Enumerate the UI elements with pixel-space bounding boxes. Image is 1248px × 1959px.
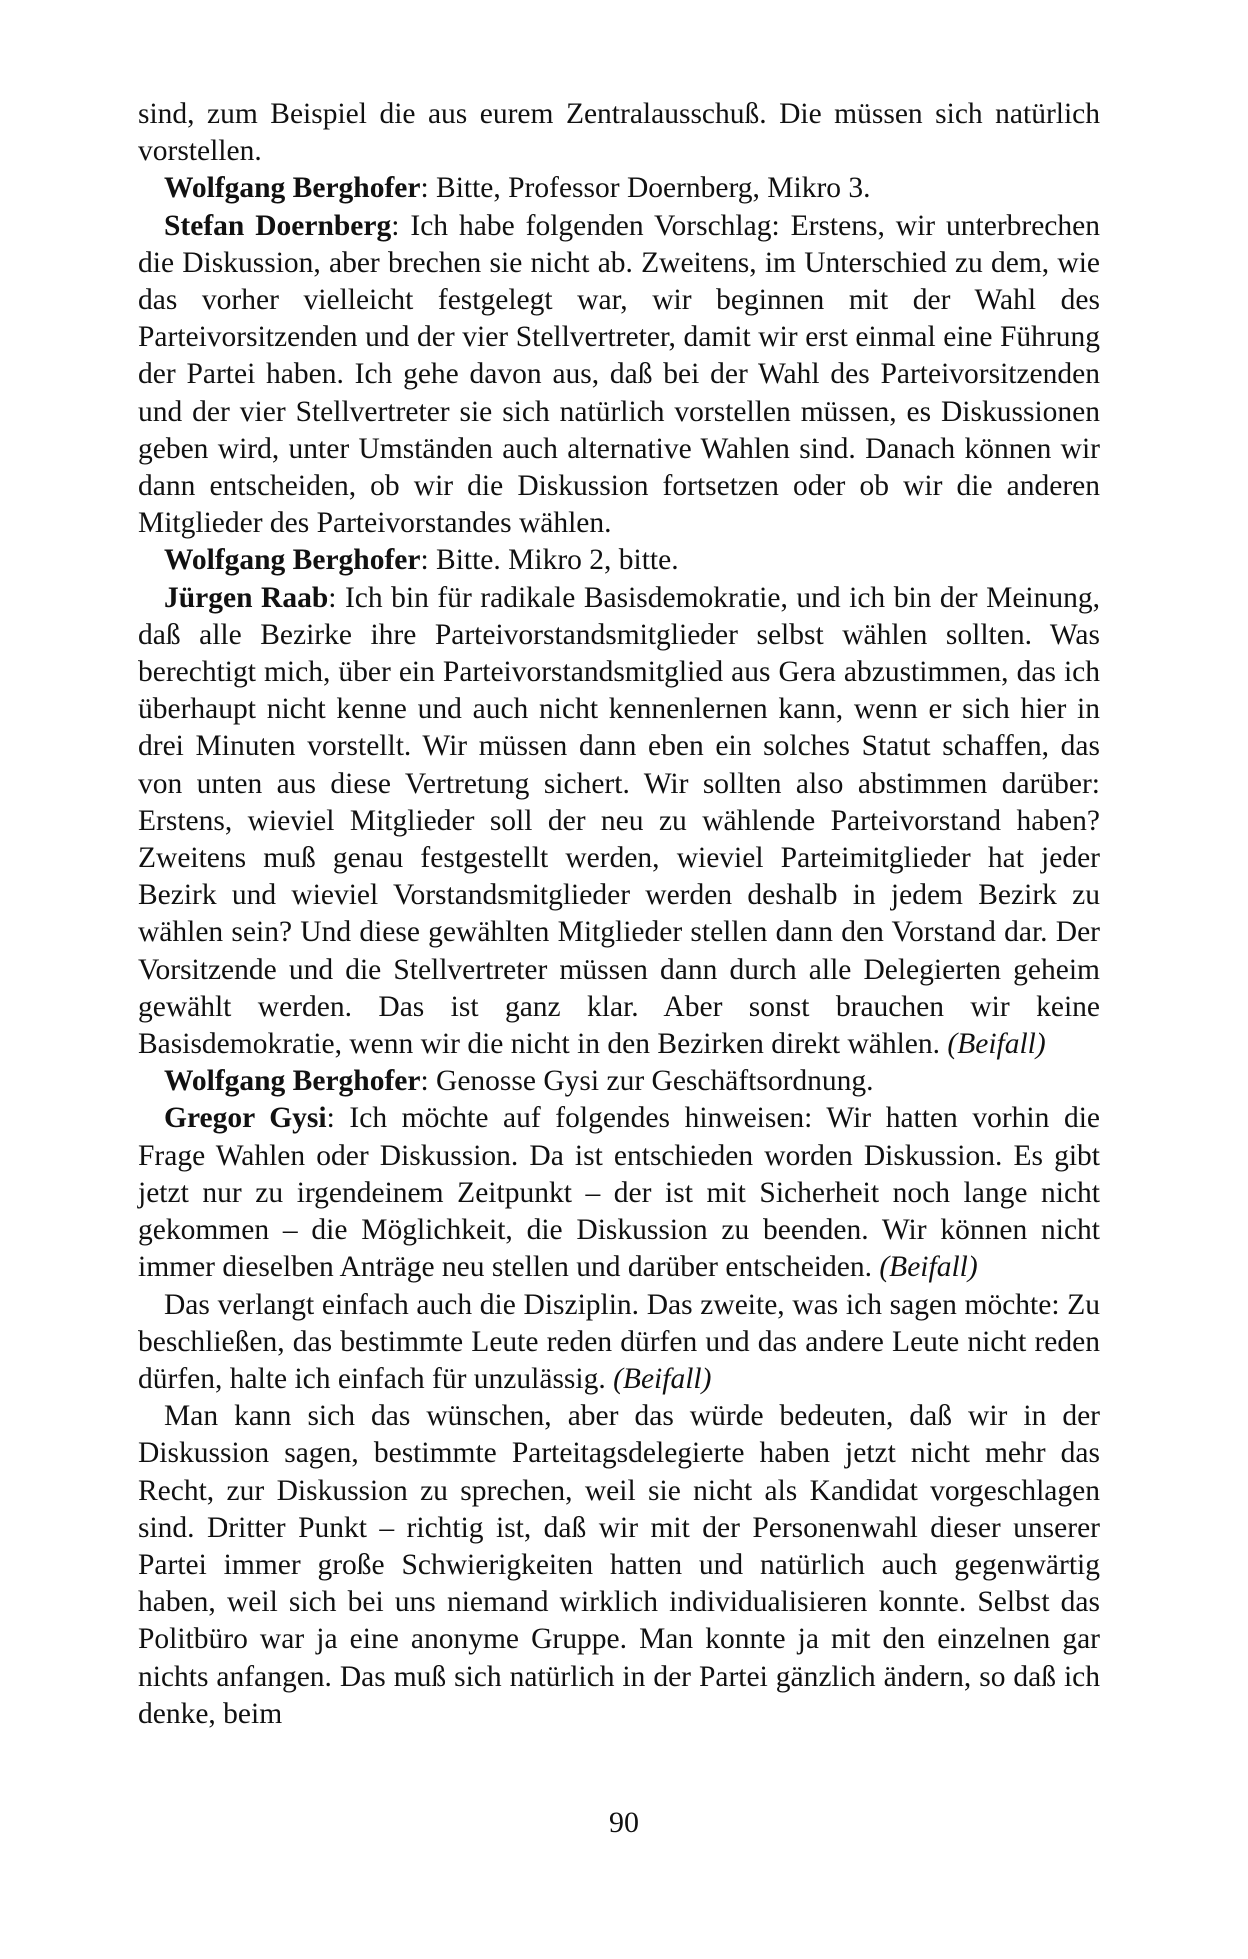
speaker-name: Wolfgang Berghofer <box>164 544 421 577</box>
applause-note: (Beifall) <box>879 1251 978 1284</box>
paragraph-text: : Bitte. Mikro 2, bitte. <box>420 544 679 577</box>
paragraph-text: : Bitte, Professor Doernberg, Mikro 3. <box>420 172 871 205</box>
speaker-name: Wolfgang Berghofer <box>164 1065 421 1098</box>
paragraph-3 <box>138 208 1100 543</box>
paragraph-7 <box>138 1100 1100 1286</box>
document-page <box>138 96 1100 1733</box>
paragraph-8 <box>138 1287 1100 1399</box>
paragraph-2 <box>138 170 1100 207</box>
speaker-name: Gregor Gysi <box>164 1102 327 1135</box>
paragraph-text: : Genosse Gysi zur Geschäftsordnung. <box>420 1065 874 1098</box>
speaker-name: Stefan Doernberg <box>164 209 392 242</box>
speaker-name: Wolfgang Berghofer <box>164 172 421 205</box>
paragraph-6 <box>138 1063 1100 1100</box>
paragraph-text: Man kann sich das wünschen, aber das würde bedeuten, daß wir in der Diskussion sagen, bestimmte Parteitagsdelegierte haben jetzt nicht mehr das Recht, zur Diskussion zu sprechen, weil sie nicht als Kandidat vorgeschlagen sind. Dritter Punkt – richtig ist, daß wir mit der Personenwahl dieser unserer Partei immer große Schwierigkeiten hatten und natürlich auch gegenwärtig haben, weil sich bei uns niemand wirklich individualisieren konnte. Selbst das Politbüro war ja eine anonyme Gruppe. Man konnte ja mit den einzelnen gar nichts anfangen. Das muß sich natürlich in der Partei gänzlich ändern, so daß ich denke, beim <box>138 1400 1100 1730</box>
paragraph-4 <box>138 542 1100 579</box>
paragraph-text: : Ich bin für radikale Basisdemokratie, und ich bin der Meinung, daß alle Bezirke ihre Parteivorstandsmitglieder selbst wählen sollten. Was berechtigt mich, über ein Parteivorstandsmitglied aus Gera abzustimmen, das ich überhaupt nicht kenne und auch nicht kennenlernen kann, wenn er sich hier in drei Minuten vorstellt. Wir müssen dann eben ein solches Statut schaffen, das von unten aus diese Vertretung sichert. Wir sollten also abstimmen darüber: Erstens, wieviel Mitglieder soll der neu zu wählende Parteivorstand haben? Zweitens muß genau festgestellt werden, wieviel Parteimitglieder hat jeder Bezirk und wieviel Vorstandsmitglieder werden deshalb in jedem Bezirk zu wählen sein? Und diese gewählten Mitglieder stellen dann den Vorstand dar. Der Vorsitzende und die Stellvertreter müssen dann durch alle Delegierten geheim gewählt werden. Das ist ganz klar. Aber sonst brauchen wir keine Basisdemokratie, wenn wir die nicht in den Bezirken direkt wählen. <box>138 581 1101 1061</box>
paragraph-text: : Ich habe folgenden Vorschlag: Erstens, wir unterbrechen die Diskussion, aber brechen sie nicht ab. Zweitens, im Unterschied zu dem, wie das vorher vielleicht festgelegt war, wir beginnen mit der Wahl des Parteivorsitzenden und der vier Stellvertreter, damit wir erst einmal eine Führung der Partei haben. Ich gehe davon aus, daß bei der Wahl des Parteivorsitzenden und der vier Stellvertreter sie sich natürlich vorstellen müssen, es Diskussionen geben wird, unter Umständen auch alternative Wahlen sind. Danach können wir dann entscheiden, ob wir die Diskussion fortsetzen oder ob wir die anderen Mitglieder des Parteivorstandes wählen. <box>138 209 1100 540</box>
speaker-name: Jürgen Raab <box>164 581 329 614</box>
applause-note: (Beifall) <box>613 1362 712 1395</box>
paragraph-text: sind, zum Beispiel die aus eurem Zentralausschuß. Die müssen sich natürlich vorstellen. <box>138 98 1100 168</box>
applause-note: (Beifall) <box>947 1028 1046 1061</box>
paragraph-text: : Ich möchte auf folgendes hinweisen: Wir hatten vorhin die Frage Wahlen oder Diskussion. Da ist entschieden worden Diskussion. Es gibt jetzt nur zu irgendeinem Zeitpunkt – der ist mit Sicherheit noch lange nicht gekommen – die Möglichkeit, die Diskussion zu beenden. Wir können nicht immer dieselben Anträge neu stellen und darüber entscheiden. <box>138 1102 1100 1284</box>
paragraph-text: Das verlangt einfach auch die Disziplin. Das zweite, was ich sagen möchte: Zu beschließen, das bestimmte Leute reden dürfen und das andere Leute nicht reden dürfen, halte ich einfach für unzulässig. <box>138 1288 1100 1395</box>
paragraph-9 <box>138 1398 1100 1733</box>
paragraph-5 <box>138 580 1100 1064</box>
paragraph-1 <box>138 96 1100 170</box>
page-number: 90 <box>609 1806 639 1839</box>
